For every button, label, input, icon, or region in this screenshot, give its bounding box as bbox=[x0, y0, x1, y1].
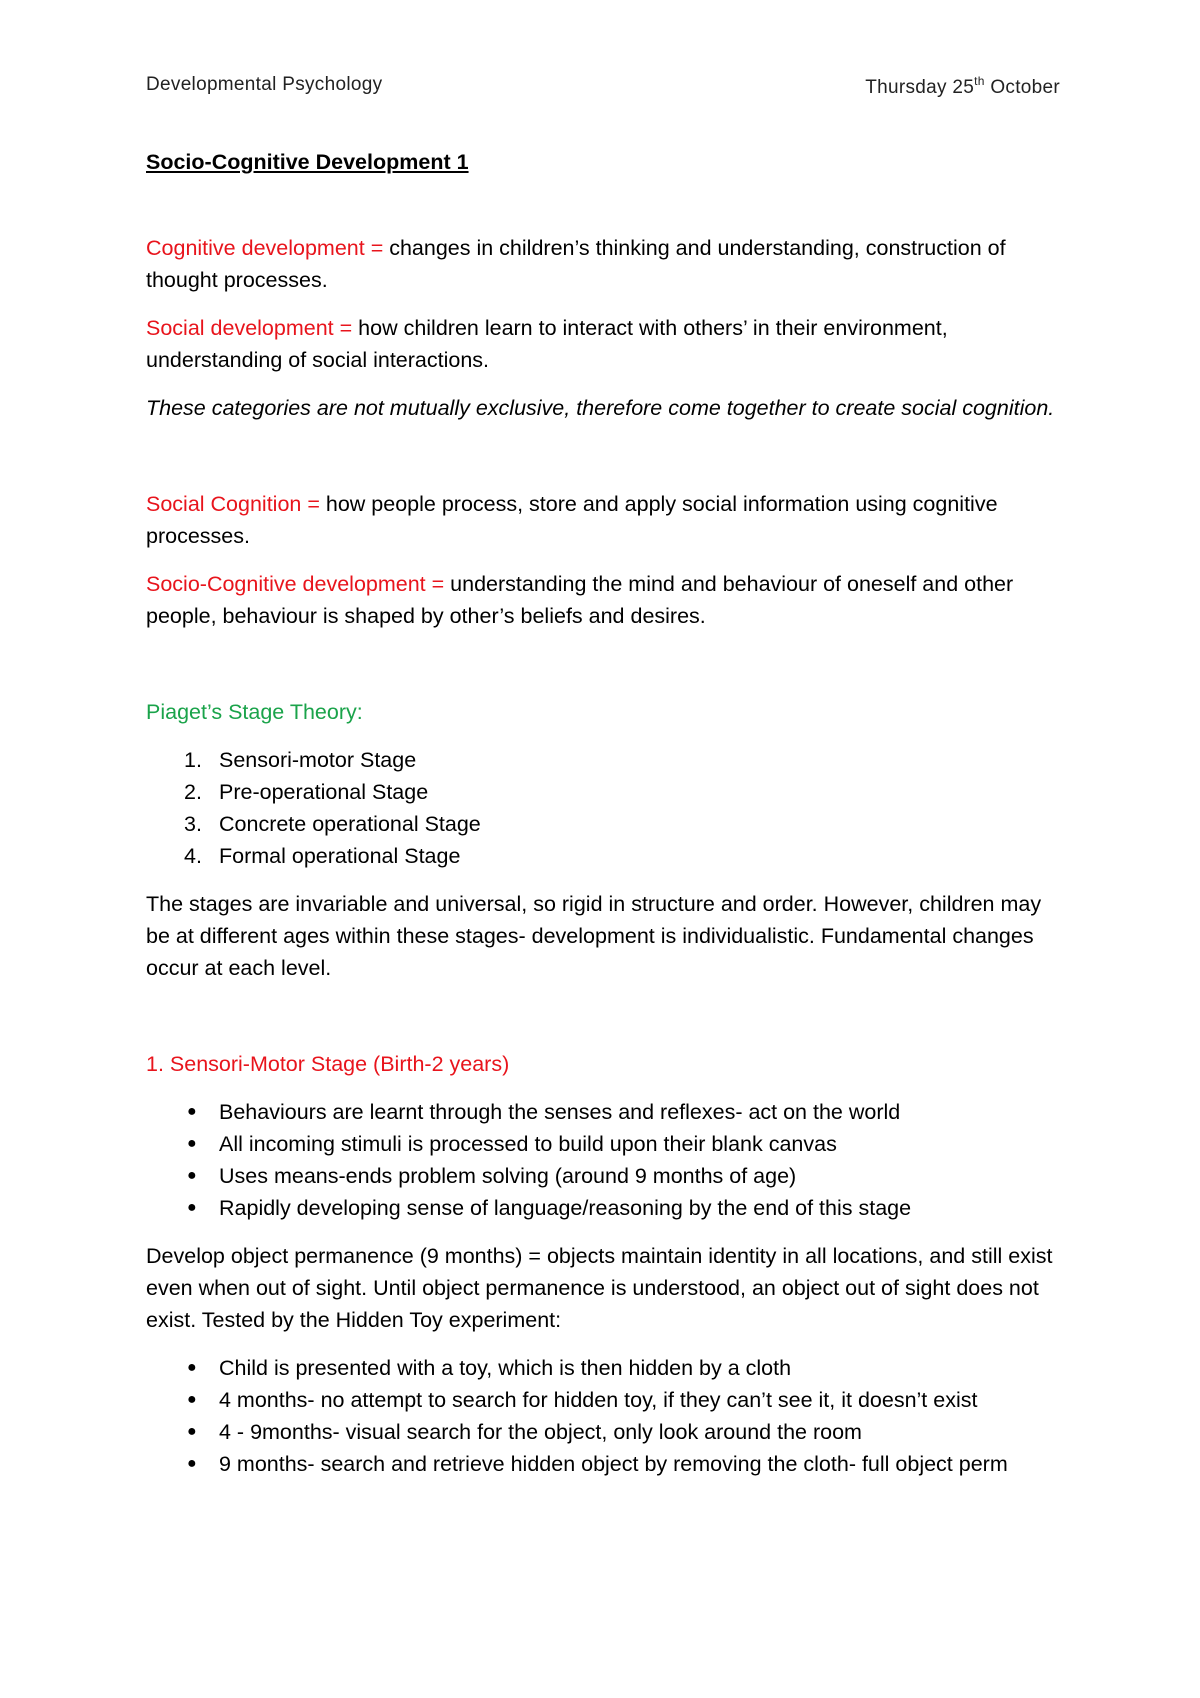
list-item bbox=[146, 808, 1066, 840]
list-number: 4. bbox=[184, 844, 202, 868]
list-item bbox=[146, 776, 1066, 808]
definition-socio-cognitive-development bbox=[146, 568, 1066, 632]
definition-term: Socio-Cognitive development = bbox=[146, 572, 451, 596]
italic-note: These categories are not mutually exclusive, therefore come together to create social cognition. bbox=[146, 396, 1055, 420]
bullet-icon: ● bbox=[187, 1391, 197, 1408]
stage-label: Sensori-motor Stage bbox=[219, 748, 417, 772]
definition-term: Social Cognition = bbox=[146, 492, 326, 516]
spacer bbox=[146, 440, 1066, 488]
course-name: Developmental Psychology bbox=[146, 74, 383, 95]
bullet-text: 4 months- no attempt to search for hidden toy, if they can’t see it, it doesn’t exist bbox=[219, 1388, 978, 1412]
header-date bbox=[865, 74, 1060, 99]
definition-social-cognition bbox=[146, 488, 1066, 552]
stage-label: Pre-operational Stage bbox=[219, 780, 429, 804]
bullet-text: 4 - 9months- visual search for the object, only look around the room bbox=[219, 1420, 862, 1444]
bullet-text: All incoming stimuli is processed to build upon their blank canvas bbox=[219, 1132, 837, 1156]
definition-term: Social development = bbox=[146, 316, 359, 340]
list-item bbox=[146, 1448, 1066, 1480]
list-item bbox=[146, 840, 1066, 872]
definition-social-development bbox=[146, 312, 1066, 376]
bullet-icon: ● bbox=[187, 1199, 197, 1216]
bullet-icon: ● bbox=[187, 1103, 197, 1120]
bullet-icon: ● bbox=[187, 1135, 197, 1152]
list-item bbox=[146, 1096, 1066, 1128]
bullet-icon: ● bbox=[187, 1359, 197, 1376]
stage-label: Concrete operational Stage bbox=[219, 812, 481, 836]
bullet-text: Rapidly developing sense of language/reasoning by the end of this stage bbox=[219, 1196, 912, 1220]
object-permanence-paragraph: Develop object permanence (9 months) = objects maintain identity in all locations, and still exist even when out of sight. Until object permanence is understood, an object out of sight does not exist. Tested by the Hidden Toy experiment: bbox=[146, 1244, 1053, 1332]
list-number: 1. bbox=[184, 748, 202, 772]
piaget-stages-list bbox=[146, 744, 1066, 872]
list-item bbox=[146, 1416, 1066, 1448]
spacer bbox=[146, 648, 1066, 696]
spacer bbox=[146, 1000, 1066, 1048]
document-title: Socio-Cognitive Development 1 bbox=[146, 150, 469, 174]
piaget-summary: The stages are invariable and universal, so rigid in structure and order. However, children may be at different ages within these stages- development is individualistic. Fundamental changes occur at each level. bbox=[146, 892, 1042, 980]
list-item bbox=[146, 1352, 1066, 1384]
definition-text: changes in children’s thinking and understanding, construction of thought processes. bbox=[146, 236, 1006, 292]
list-item bbox=[146, 1160, 1066, 1192]
definition-cognitive-development bbox=[146, 232, 1066, 296]
bullet-text: Uses means-ends problem solving (around 9 months of age) bbox=[219, 1164, 797, 1188]
date-day: Thursday 25 bbox=[865, 77, 975, 98]
hidden-toy-bullets bbox=[146, 1352, 1066, 1480]
date-month: October bbox=[984, 77, 1060, 98]
bullet-icon: ● bbox=[187, 1455, 197, 1472]
list-item bbox=[146, 1384, 1066, 1416]
definition-text: how children learn to interact with others’ in their environment, understanding of social interactions. bbox=[146, 316, 948, 372]
list-number: 2. bbox=[184, 780, 202, 804]
sensori-motor-bullets bbox=[146, 1096, 1066, 1224]
bullet-icon: ● bbox=[187, 1423, 197, 1440]
bullet-text: Behaviours are learnt through the senses and reflexes- act on the world bbox=[219, 1100, 901, 1124]
list-number: 3. bbox=[184, 812, 202, 836]
bullet-text: 9 months- search and retrieve hidden object by removing the cloth- full object perm bbox=[219, 1452, 1008, 1476]
list-item bbox=[146, 744, 1066, 776]
document-body bbox=[146, 146, 1066, 1496]
piaget-heading: Piaget’s Stage Theory: bbox=[146, 700, 363, 724]
definition-text: understanding the mind and behaviour of oneself and other people, behaviour is shaped by other’s beliefs and desires. bbox=[146, 572, 1014, 628]
sensori-motor-heading: 1. Sensori-Motor Stage (Birth-2 years) bbox=[146, 1052, 510, 1076]
bullet-text: Child is presented with a toy, which is then hidden by a cloth bbox=[219, 1356, 792, 1380]
bullet-icon: ● bbox=[187, 1167, 197, 1184]
list-item bbox=[146, 1128, 1066, 1160]
definition-term: Cognitive development = bbox=[146, 236, 390, 260]
date-ordinal: th bbox=[974, 74, 985, 88]
list-item bbox=[146, 1192, 1066, 1224]
definition-text: how people process, store and apply social information using cognitive processes. bbox=[146, 492, 998, 548]
stage-label: Formal operational Stage bbox=[219, 844, 461, 868]
